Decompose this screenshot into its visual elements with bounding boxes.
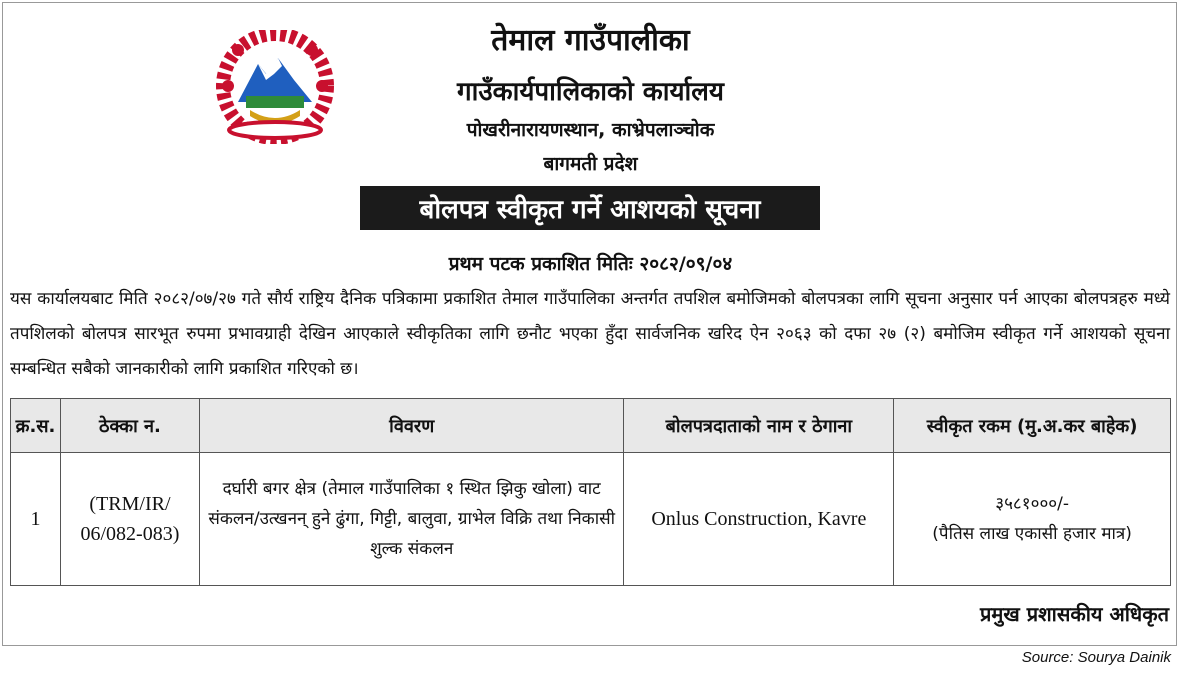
col-header-contract-no: ठेक्का न.: [60, 399, 199, 453]
amount-words: (पैतिस लाख एकासी हजार मात्र): [932, 524, 1132, 544]
tender-table: [10, 398, 1171, 586]
source-credit: Source: Sourya Dainik: [1021, 649, 1171, 666]
cell-bidder: Onlus Construction, Kavre: [624, 453, 894, 586]
office-name: गाउँकार्यपालिकाको कार्यालय: [457, 77, 724, 107]
cell-sn: 1: [11, 453, 61, 586]
contract-no-line-2: 06/082-083): [80, 523, 180, 545]
table-header-row: [11, 399, 1171, 453]
amount-figure: ३५८१०००/-: [995, 494, 1069, 514]
notice-title: बोलपत्र स्वीकृत गर्ने आशयको सूचना: [360, 186, 820, 230]
org-name: तेमाल गाउँपालीका: [491, 23, 690, 58]
cell-contract-no: [60, 453, 199, 586]
col-header-description: विवरण: [199, 399, 624, 453]
col-header-amount: स्वीकृत रकम (मु.अ.कर बाहेक): [894, 399, 1171, 453]
col-header-sn: क्र.स.: [11, 399, 61, 453]
cell-description: दर्घारी बगर क्षेत्र (तेमाल गाउँपालिका १ स्थित झिकु खोला) वाट संकलन/उत्खनन् हुने ढुंगा, गिट्टी, बालुवा, ग्राभेल विक्रि तथा निकासी शुल्क संकलन: [199, 453, 624, 586]
cell-amount: [894, 453, 1171, 586]
publish-date: प्रथम पटक प्रकाशित मितिः २०८२/०९/०४: [448, 253, 733, 275]
province-name: बागमती प्रदेश: [543, 153, 638, 175]
col-header-bidder: बोलपत्रदाताको नाम र ठेगाना: [624, 399, 894, 453]
table-row: [11, 453, 1171, 586]
contract-no-line-1: (TRM/IR/: [89, 493, 171, 515]
office-address: पोखरीनारायणस्थान, काभ्रेपलाञ्चोक: [466, 119, 715, 141]
notice-body: यस कार्यालयबाट मिति २०८२/०७/२७ गते सौर्य राष्ट्रिय दैनिक पत्रिकामा प्रकाशित तेमाल गाउँपालिका अन्तर्गत तपशिल बमोजिमको बोलपत्रका लागि सूचना अनुसार पर्न आएका बोलपत्रहरु मध्ये तपशिलको बोलपत्र सारभूत रुपमा प्रभावग्राही देखिन आएकाले स्वीकृतिका लागि छनौट भएका हुँदा सार्वजनिक खरिद ऐन २०६३ को दफा २७ (२) बमोजिम स्वीकृत गर्ने आशयको सूचना सम्बन्धित सबैको जानकारीको लागि प्रकाशित गरिएको छ।: [10, 289, 1170, 379]
signature-title: प्रमुख प्रशासकीय अधिकृत: [980, 602, 1169, 626]
